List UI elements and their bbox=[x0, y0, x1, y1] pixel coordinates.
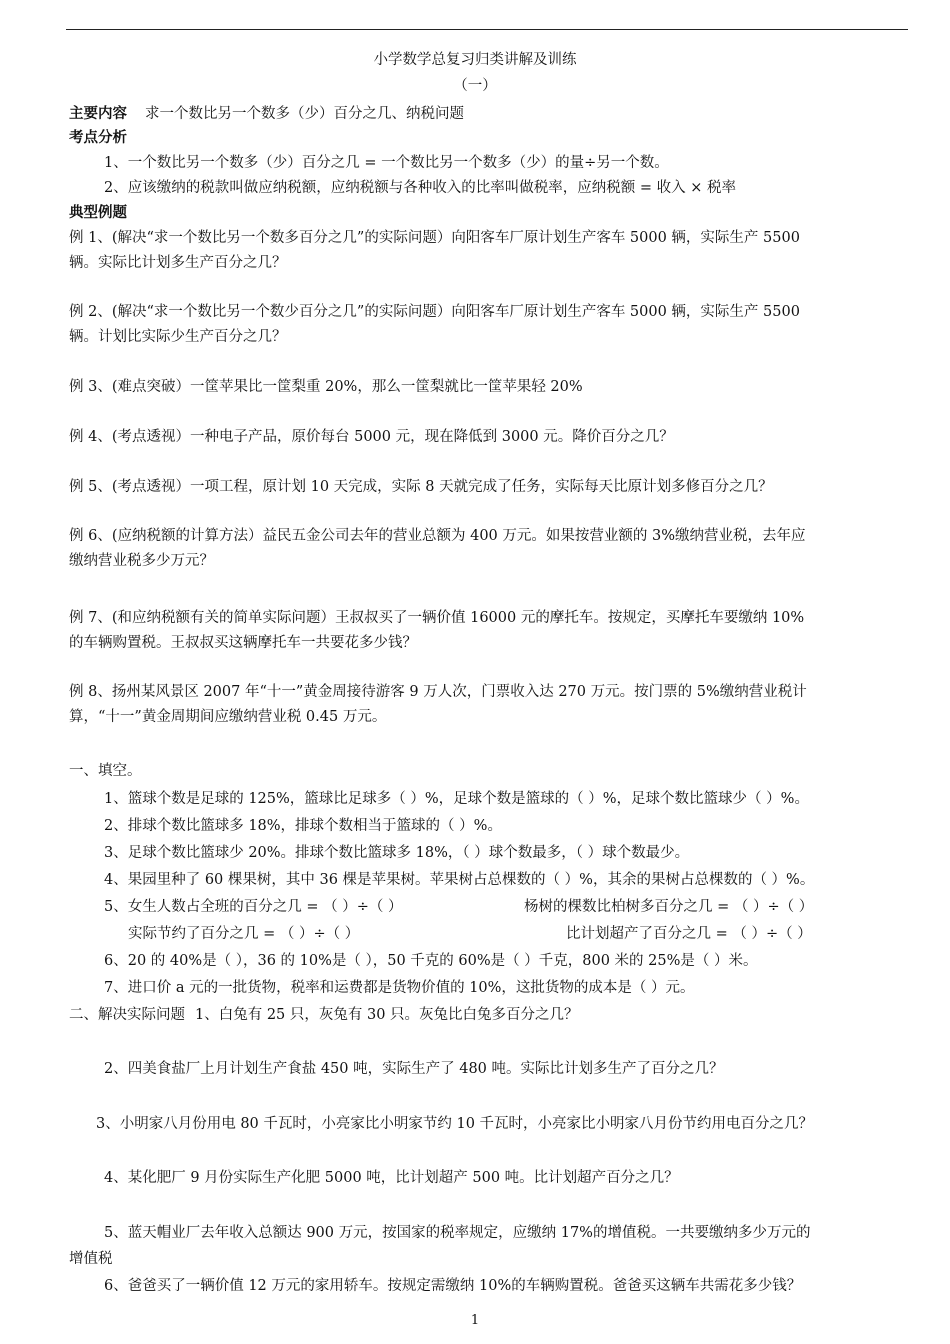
fill-item-5: 5、女生人数占全班的百分之几 = （ ）÷（ ） bbox=[104, 899, 403, 915]
example-7-line-1: 例 7、(和应纳税额有关的简单实际问题）王叔叔买了一辆价值 16000 元的摩托车。按规定，买摩托车要缴纳 10% bbox=[69, 610, 805, 626]
fill-item-7: 7、进口价 a 元的一批货物，税率和运费都是货物价值的 10%，这批货物的成本是（ ）元。 bbox=[104, 980, 695, 996]
analysis-item-1: 1、一个数比另一个数多（少）百分之几 = 一个数比另一个数多（少）的量÷另一个数。 bbox=[104, 155, 669, 171]
page-number: 1 bbox=[470, 1313, 480, 1328]
fill-item-1: 1、篮球个数是足球的 125%，篮球比足球多（ ）%，足球个数是篮球的（ ）%，足球个数比篮球少（ ）%。 bbox=[104, 791, 809, 807]
examples-heading: 典型例题 bbox=[69, 205, 127, 221]
fill-item-6: 6、20 的 40%是（ ），36 的 10%是（ ），50 千克的 60%是（ ）千克，800 米的 25%是（ ）米。 bbox=[104, 953, 758, 969]
document-title: 小学数学总复习归类讲解及训练 bbox=[373, 52, 577, 68]
example-7-line-2: 的车辆购置税。王叔叔买这辆摩托车一共要花多少钱？ bbox=[69, 635, 417, 651]
example-1-line-1: 例 1、(解决“求一个数比另一个数多百分之几”的实际问题）向阳客车厂原计划生产客车 5000 辆，实际生产 5500 bbox=[69, 230, 800, 246]
problem-1: 1、白兔有 25 只，灰兔有 30 只。灰兔比白兔多百分之几？ bbox=[195, 1007, 579, 1023]
fill-in-heading: 一、填空。 bbox=[69, 763, 142, 779]
fill-item-5-overproduction: 比计划超产了百分之几 = （ ）÷（ ） bbox=[566, 926, 812, 942]
example-8-line-1: 例 8、扬州某风景区 2007 年“十一”黄金周接待游客 9 万人次，门票收入达 270 万元。按门票的 5%缴纳营业税计 bbox=[69, 684, 807, 700]
problem-4: 4、某化肥厂 9 月份实际生产化肥 5000 吨，比计划超产 500 吨。比计划超产百分之几？ bbox=[104, 1170, 679, 1186]
problem-5-line-1: 5、蓝天帽业厂去年收入总额达 900 万元，按国家的税率规定，应缴纳 17%的增值税。一共要缴纳多少万元的 bbox=[104, 1225, 811, 1241]
fill-item-5-saving: 实际节约了百分之几 = （ ）÷（ ） bbox=[128, 926, 360, 942]
example-6-line-2: 缴纳营业税多少万元？ bbox=[69, 553, 214, 569]
example-6-line-1: 例 6、(应纳税额的计算方法）益民五金公司去年的营业总额为 400 万元。如果按营业额的 3%缴纳营业税，去年应 bbox=[69, 528, 806, 544]
document-subtitle: （一） bbox=[453, 78, 497, 94]
problem-section-line bbox=[69, 1005, 579, 1025]
example-2-line-2: 辆。计划比实际少生产百分之几？ bbox=[69, 329, 287, 345]
problem-5-line-2: 增值税 bbox=[69, 1251, 113, 1267]
main-content-text: 求一个数比另一个数多（少）百分之几、纳税问题 bbox=[145, 106, 464, 122]
top-rule bbox=[66, 29, 908, 30]
example-5: 例 5、(考点透视）一项工程，原计划 10 天完成，实际 8 天就完成了任务，实际每天比原计划多修百分之几？ bbox=[69, 479, 773, 495]
example-2-line-1: 例 2、(解决“求一个数比另一个数少百分之几”的实际问题）向阳客车厂原计划生产客车 5000 辆，实际生产 5500 bbox=[69, 304, 800, 320]
problem-section-heading: 二、解决实际问题 bbox=[69, 1007, 185, 1023]
problem-6: 6、爸爸买了一辆价值 12 万元的家用轿车。按规定需缴纳 10%的车辆购置税。爸爸买这辆车共需花多少钱？ bbox=[104, 1278, 802, 1294]
fill-item-4: 4、果园里种了 60 棵果树，其中 36 棵是苹果树。苹果树占总棵数的（ ）%，其余的果树占总棵数的（ ）%。 bbox=[104, 872, 815, 888]
fill-item-3: 3、足球个数比篮球少 20%。排球个数比篮球多 18%，（ ）球个数最多，（ ）球个数最少。 bbox=[104, 845, 690, 861]
example-3: 例 3、(难点突破）一筐苹果比一筐梨重 20%，那么一筐梨就比一筐苹果轻 20% bbox=[69, 379, 583, 395]
problem-3: 3、小明家八月份用电 80 千瓦时，小亮家比小明家节约 10 千瓦时，小亮家比小明家八月份节约用电百分之几？ bbox=[96, 1116, 814, 1132]
analysis-heading: 考点分析 bbox=[69, 130, 127, 146]
problem-2: 2、四美食盐厂上月计划生产食盐 450 吨，实际生产了 480 吨。实际比计划多生产了百分之几？ bbox=[104, 1061, 724, 1077]
fill-item-2: 2、排球个数比篮球多 18%，排球个数相当于篮球的（ ）%。 bbox=[104, 818, 502, 834]
example-4: 例 4、(考点透视）一种电子产品，原价每台 5000 元，现在降低到 3000 元。降价百分之几？ bbox=[69, 429, 674, 445]
main-content-line bbox=[69, 104, 464, 124]
fill-item-5-poplar: 杨树的棵数比柏树多百分之几 = （ ）÷（ ） bbox=[524, 899, 814, 915]
example-8-line-2: 算，“十一”黄金周期间应缴纳营业税 0.45 万元。 bbox=[69, 709, 387, 725]
main-content-label: 主要内容 bbox=[69, 106, 127, 122]
analysis-item-2: 2、应该缴纳的税款叫做应纳税额，应纳税额与各种收入的比率叫做税率，应纳税额 = 收入 × 税率 bbox=[104, 180, 736, 196]
example-1-line-2: 辆。实际比计划多生产百分之几？ bbox=[69, 255, 287, 271]
